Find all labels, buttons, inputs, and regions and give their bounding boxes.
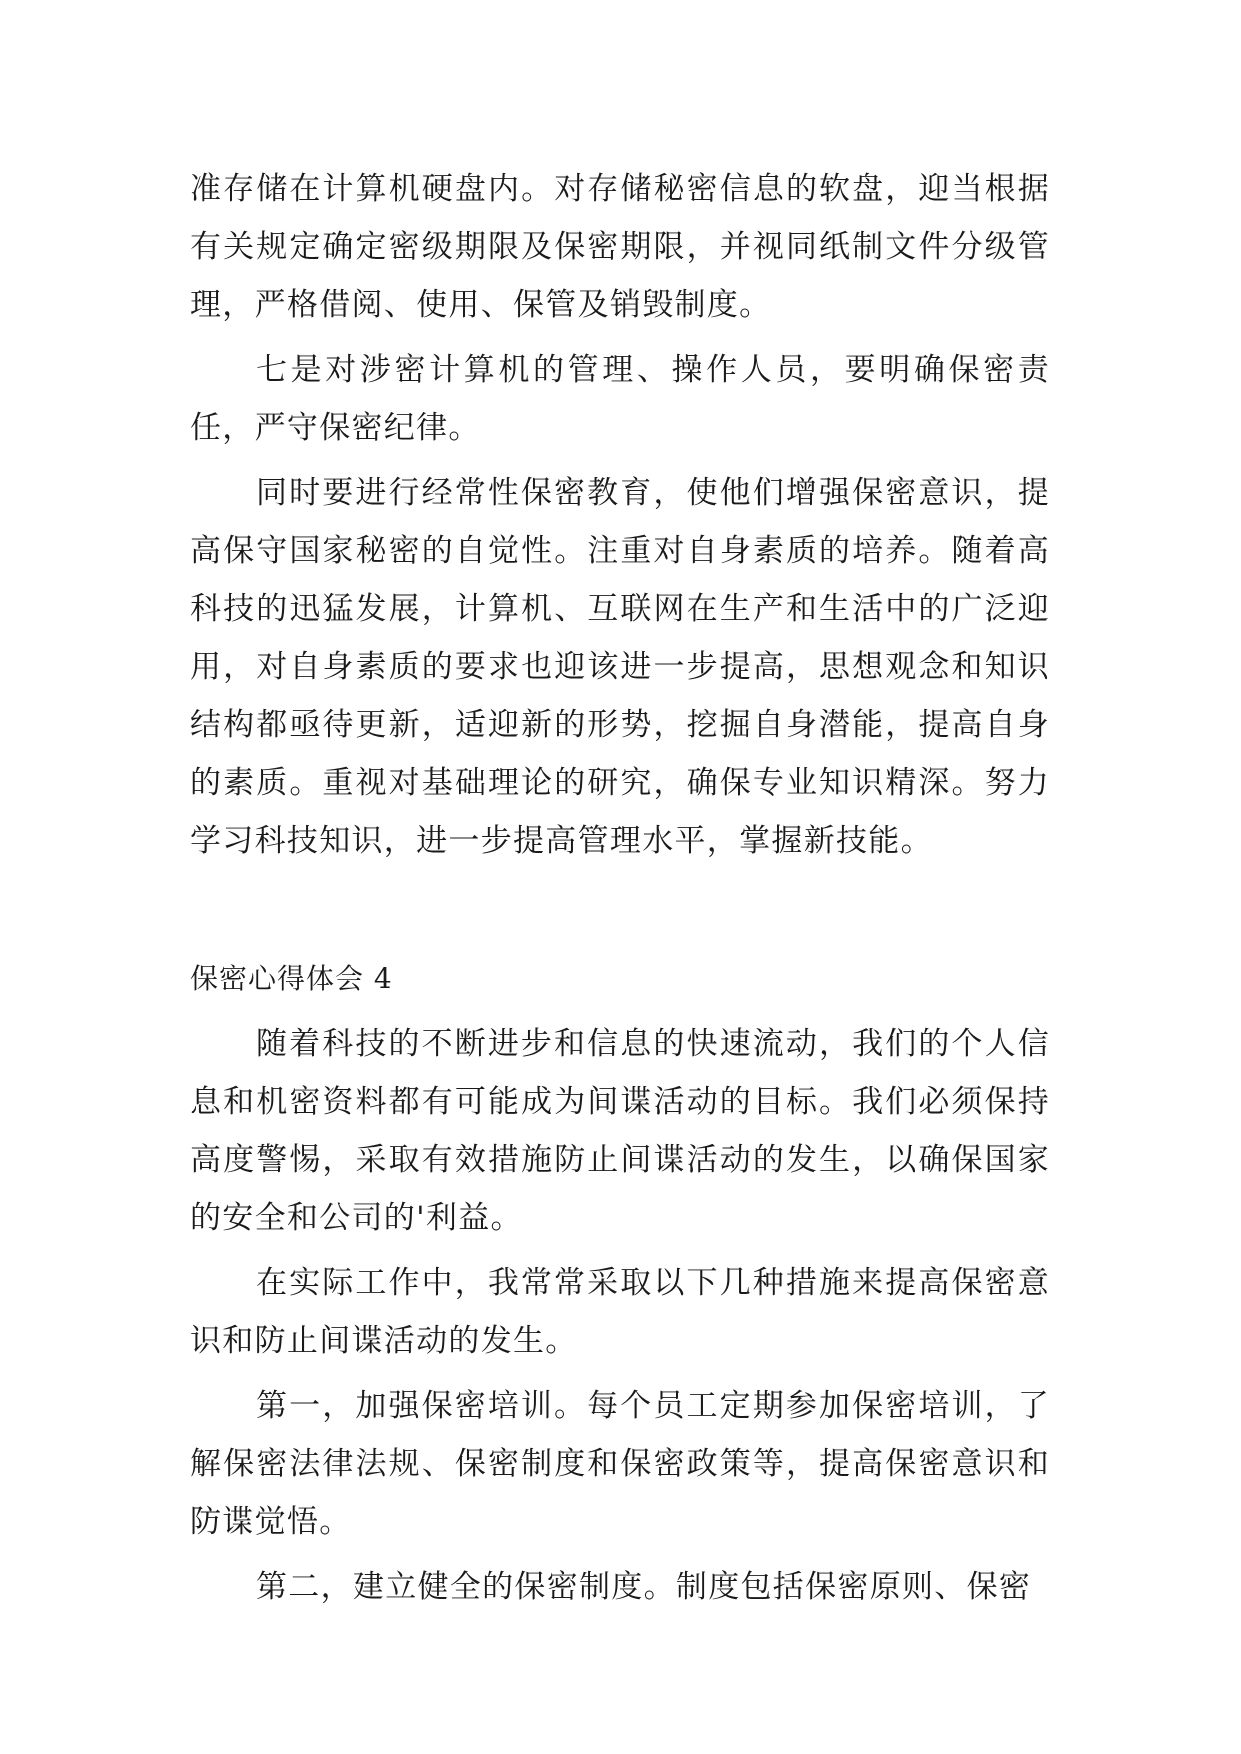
paragraph-second-measure: 第二，建立健全的保密制度。制度包括保密原则、保密 (256, 1569, 1032, 1605)
paragraph-education: 同时要进行经常性保密教育，使他们增强保密意识，提高保守国家秘密的自觉性。注重对自身素质的培养。随着高科技的迅猛发展，计算机、互联网在生产和生活中的广泛迎用，对自身素质的要求也迎该进一步提高，思想观念和知识结构都亟待更新，适迎新的形势，挖掘自身潜能，提高自身的素质。重视对基础理论的研究，确保专业知识精深。努力学习科技知识，进一步提高管理水平，掌握新技能。 (190, 475, 1050, 859)
paragraph-intro: 随着科技的不断进步和信息的快速流动，我们的个人信息和机密资料都有可能成为间谍活动的目标。我们必须保持高度警惕，采取有效措施防止间谍活动的发生，以确保国家的安全和公司的'利益。 (190, 1026, 1050, 1236)
paragraph-first-measure: 第一，加强保密培训。每个员工定期参加保密培训，了解保密法律法规、保密制度和保密政策等，提高保密意识和防谍觉悟。 (190, 1388, 1050, 1540)
paragraph-storage-rules: 准存储在计算机硬盘内。对存储秘密信息的软盘，迎当根据有关规定确定密级期限及保密期限，并视同纸制文件分级管理，严格借阅、使用、保管及销毁制度。 (190, 171, 1050, 323)
document-body (190, 160, 1050, 1623)
paragraph-measures: 在实际工作中，我常常采取以下几种措施来提高保密意识和防止间谍活动的发生。 (190, 1265, 1050, 1359)
paragraph-point-seven: 七是对涉密计算机的管理、操作人员，要明确保密责任，严守保密纪律。 (190, 352, 1050, 446)
section-heading: 保密心得体会 4 (190, 962, 393, 995)
